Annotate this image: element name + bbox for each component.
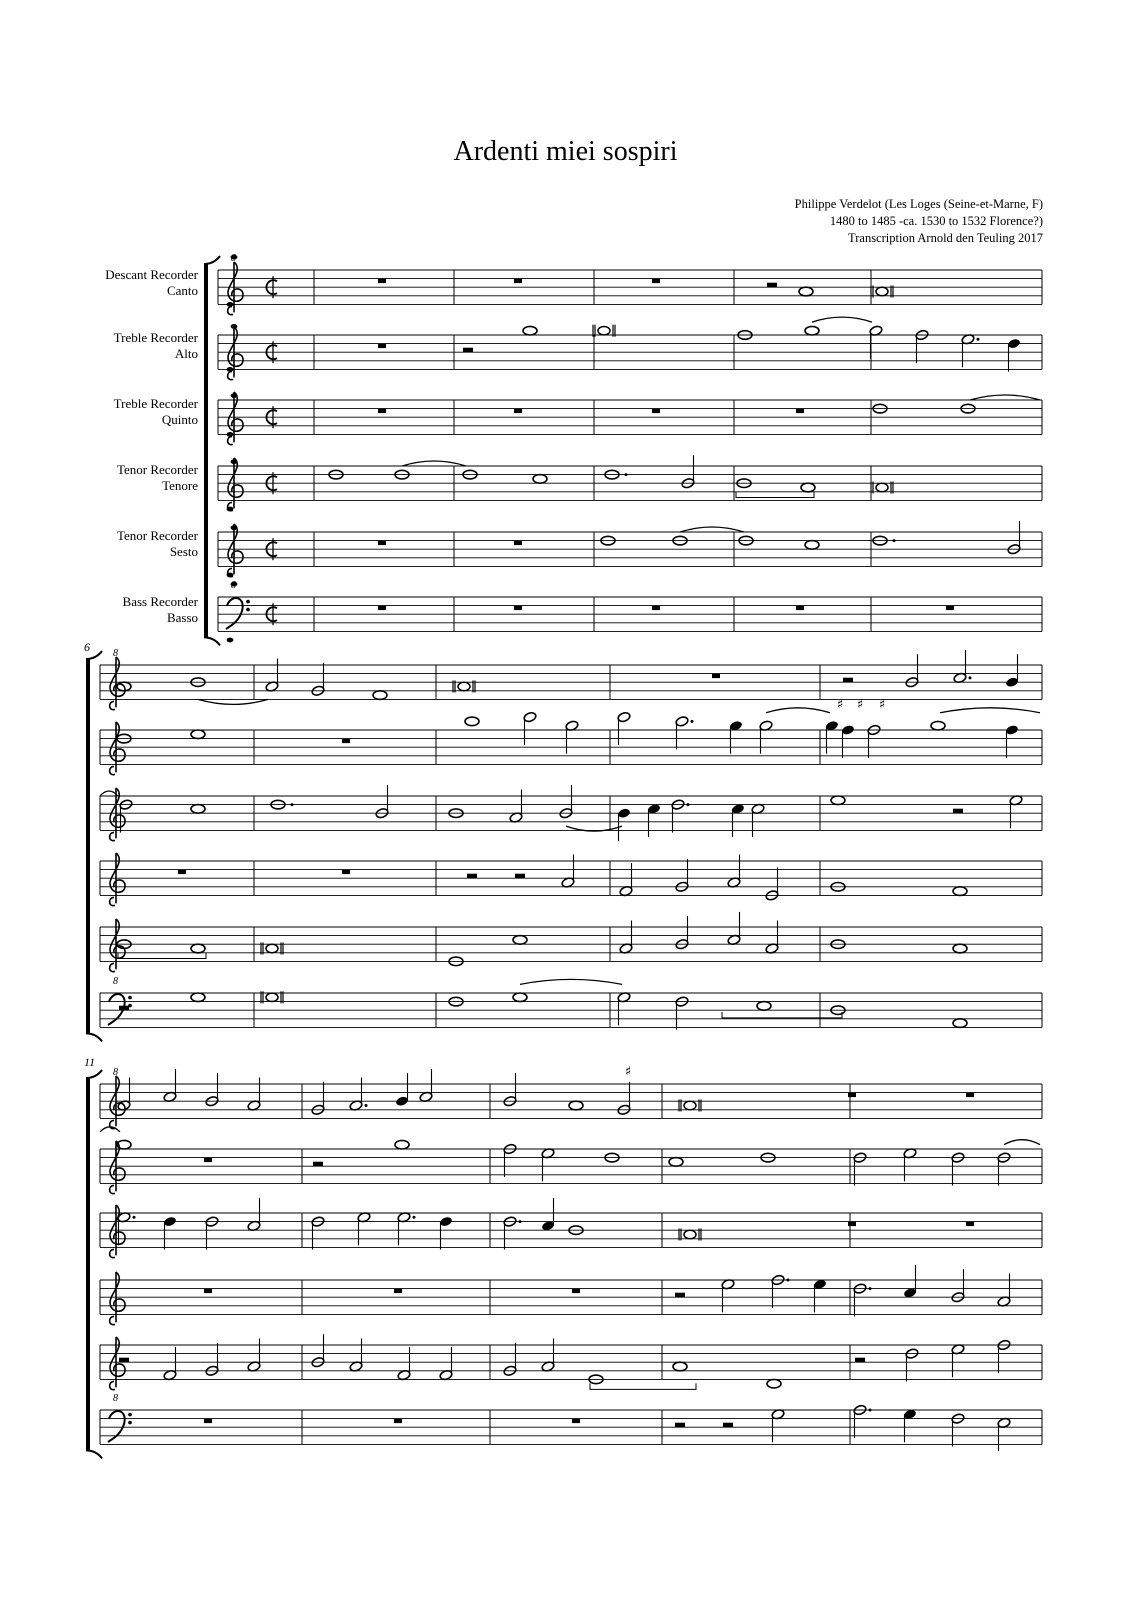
quinto-breve — [684, 1230, 696, 1238]
alto-tie — [940, 708, 1040, 713]
alto-note — [465, 717, 479, 726]
instrument-label-quinto: Treble Recorder Quinto — [113, 396, 198, 427]
tenore-ligature — [736, 492, 814, 498]
alto-rest — [204, 1158, 212, 1163]
canto-rest — [712, 674, 720, 679]
tenore-dot — [787, 1279, 790, 1282]
instrument-label-sesto: Tenor Recorder Sesto — [116, 528, 198, 559]
quinto-note — [617, 807, 631, 819]
alto-note — [191, 730, 205, 739]
sesto-note — [953, 944, 967, 953]
system-1-range-low-2 — [227, 367, 234, 372]
system-1-range-high-4 — [231, 459, 238, 464]
system-3-treble-clef-ottava: 8 — [113, 1067, 118, 1078]
instrument-label-basso: Bass Recorder Basso — [122, 594, 198, 625]
composer-dates: 1480 to 1485 -ca. 1530 to 1532 Florence?) — [829, 214, 1043, 228]
basso-breve — [266, 993, 278, 1001]
system-3-bracket-bottom-hook — [86, 1450, 102, 1458]
measure-number-11: 11 — [84, 1055, 96, 1069]
system-1-range-high-3 — [231, 393, 238, 398]
quinto-tie — [970, 395, 1040, 400]
tenore-note — [533, 475, 547, 484]
quinto-dot — [413, 1216, 416, 1219]
system-2-treble-clef-ottava: 8 — [113, 648, 118, 659]
system-1-range-low-3 — [227, 432, 234, 437]
basso-half-rest — [723, 1423, 733, 1428]
system-1-range-high-2 — [231, 324, 238, 329]
basso-rest-m2 — [514, 606, 522, 611]
quinto-dot — [687, 803, 690, 806]
alto-tie — [766, 708, 830, 713]
canto-sharp: ♯ — [624, 1064, 632, 1080]
page-title: Ardenti miei sospiri — [453, 136, 678, 167]
basso-rest-m1 — [378, 606, 386, 611]
alto-half-rest — [313, 1162, 323, 1167]
system-2-bass-clef-dot-upper — [128, 996, 132, 1000]
alto-note — [523, 326, 537, 335]
alto-note — [805, 326, 819, 335]
sesto-rest-m1 — [378, 541, 386, 546]
basso-note — [513, 993, 527, 1002]
sesto-tie — [680, 527, 744, 532]
quinto-rest-m1 — [378, 409, 386, 414]
basso-rest — [394, 1419, 402, 1424]
alto-note — [931, 721, 945, 730]
quinto-note — [191, 805, 205, 814]
tenore-rest — [572, 1289, 580, 1294]
system-1-bass-clef-dot-upper — [246, 600, 250, 604]
system-3-bracket-top-hook — [86, 1070, 102, 1078]
sesto-note — [513, 936, 527, 945]
tenore-note — [801, 483, 815, 492]
tenore-half-rest — [467, 874, 477, 879]
basso-rest — [572, 1419, 580, 1424]
alto-note — [675, 716, 689, 728]
basso-half-rest — [119, 1006, 129, 1011]
alto-sharp: ♯ — [878, 697, 886, 713]
canto-note — [395, 1095, 409, 1107]
canto-dot — [969, 676, 972, 679]
sesto-rest-m2 — [514, 541, 522, 546]
canto-note — [1005, 676, 1019, 688]
system-3-bass-clef-ottava: 8 — [113, 1393, 118, 1404]
system-1-range-high-6 — [231, 582, 238, 587]
quinto-dot — [519, 1220, 522, 1223]
system-3-bass-clef-dot-lower — [128, 1421, 132, 1425]
system-1-range-low-5 — [227, 573, 234, 578]
instrument-label-canto: Descant Recorder Canto — [105, 267, 198, 298]
tenore-tie — [402, 461, 466, 466]
sesto-note — [673, 1362, 687, 1371]
alto-sharp: ♯ — [836, 697, 844, 713]
alto-rest — [342, 739, 350, 744]
instrument-label-alto: Treble Recorder Alto — [113, 330, 198, 361]
quinto-half-rest — [953, 809, 963, 814]
system-1-range-high-1 — [231, 255, 238, 260]
canto-breve — [684, 1101, 696, 1109]
quinto-rest-m2 — [514, 409, 522, 414]
tenore-rest — [342, 870, 350, 875]
canto-half-rest-m4 — [767, 283, 777, 288]
basso-half-rest — [675, 1423, 685, 1428]
sesto-note — [191, 944, 205, 953]
quinto-rest — [966, 1222, 974, 1227]
canto-breve — [458, 682, 470, 690]
basso-tie — [520, 979, 622, 984]
sesto-half-rest — [119, 1358, 129, 1363]
tenore-rest — [204, 1289, 212, 1294]
system-3-bass-clef — [108, 1411, 125, 1442]
alto-note — [617, 711, 631, 723]
alto-breve — [598, 327, 610, 335]
quinto-note — [163, 1216, 177, 1228]
sesto-note — [805, 541, 819, 550]
canto-note — [799, 287, 813, 296]
system-1-range-high-5 — [231, 525, 238, 530]
canto-dot — [365, 1104, 368, 1107]
quinto-rest-m4 — [796, 409, 804, 414]
quinto-dot — [133, 1216, 136, 1219]
canto-rest-m2 — [514, 279, 522, 284]
system-1-bracket-top-hook — [204, 256, 220, 264]
system-2-bracket-top-hook — [86, 651, 102, 659]
canto-rest — [966, 1093, 974, 1098]
alto-note — [1005, 724, 1019, 736]
alto-note — [523, 711, 537, 723]
system-1-range-low-4 — [227, 507, 234, 512]
sesto-half-rest — [855, 1358, 865, 1363]
quinto-dot — [291, 803, 294, 806]
transcription-credit: Transcription Arnold den Teuling 2017 — [848, 231, 1043, 245]
quinto-rest — [848, 1222, 856, 1227]
canto-rest-m3 — [652, 279, 660, 284]
tenore-dot — [625, 473, 628, 476]
sesto-dot — [893, 539, 896, 542]
quinto-note — [439, 1216, 453, 1228]
tenore-half-rest — [515, 874, 525, 879]
alto-note — [1007, 338, 1021, 350]
sesto-ligature — [118, 953, 206, 959]
canto-rest-m1 — [378, 279, 386, 284]
system-2-bass-clef-ottava: 8 — [113, 976, 118, 987]
sesto-note — [767, 1379, 781, 1388]
alto-half-rest — [463, 348, 473, 353]
sesto-ligature — [590, 1383, 696, 1389]
canto-breve — [876, 287, 888, 295]
canto-tie — [198, 699, 268, 704]
system-3-bass-clef-dot-upper — [128, 1413, 132, 1417]
alto-tie-out — [1004, 1140, 1040, 1145]
quinto-rest-m3 — [652, 409, 660, 414]
alto-tie — [812, 317, 872, 322]
alto-dot — [977, 338, 980, 341]
basso-dot — [869, 1409, 872, 1412]
canto-note — [373, 691, 387, 700]
tenore-half-rest — [675, 1293, 685, 1298]
basso-rest-m4 — [796, 606, 804, 611]
tenore-dot — [869, 1287, 872, 1290]
canto-half-rest — [843, 678, 853, 683]
system-1-bracket-bottom-hook — [204, 637, 220, 645]
system-1-bass-clef-dot-lower — [246, 608, 250, 612]
alto-sharp: ♯ — [856, 697, 864, 713]
basso-ligature — [722, 1012, 842, 1018]
alto-dot — [691, 720, 694, 723]
measure-number-6: 6 — [84, 640, 90, 654]
tenore-rest — [394, 1289, 402, 1294]
system-1-bass-clef — [226, 598, 243, 629]
basso-rest-m5 — [946, 606, 954, 611]
alto-note — [841, 724, 855, 736]
quinto-note — [831, 796, 845, 805]
canto-note — [569, 1101, 583, 1110]
tenore-rest — [178, 870, 186, 875]
canto-rest — [848, 1093, 856, 1098]
basso-note — [757, 1002, 771, 1011]
tenore-breve — [876, 483, 888, 491]
system-1-range-low-6 — [227, 638, 234, 643]
system-1-range-low-1 — [227, 302, 234, 307]
sesto-breve — [266, 944, 278, 952]
alto-note — [669, 1158, 683, 1167]
composer-line: Philippe Verdelot (Les Loges (Seine-et-Marne, F) — [794, 197, 1043, 211]
basso-rest — [204, 1419, 212, 1424]
basso-rest-m3 — [652, 606, 660, 611]
alto-note — [395, 1140, 409, 1149]
instrument-label-tenore: Tenor Recorder Tenore — [116, 462, 198, 493]
system-2-bracket-bottom-hook — [86, 1033, 102, 1041]
alto-rest-m1 — [378, 344, 386, 349]
basso-note — [191, 993, 205, 1002]
tenore-note — [953, 887, 967, 896]
basso-note — [953, 1019, 967, 1028]
